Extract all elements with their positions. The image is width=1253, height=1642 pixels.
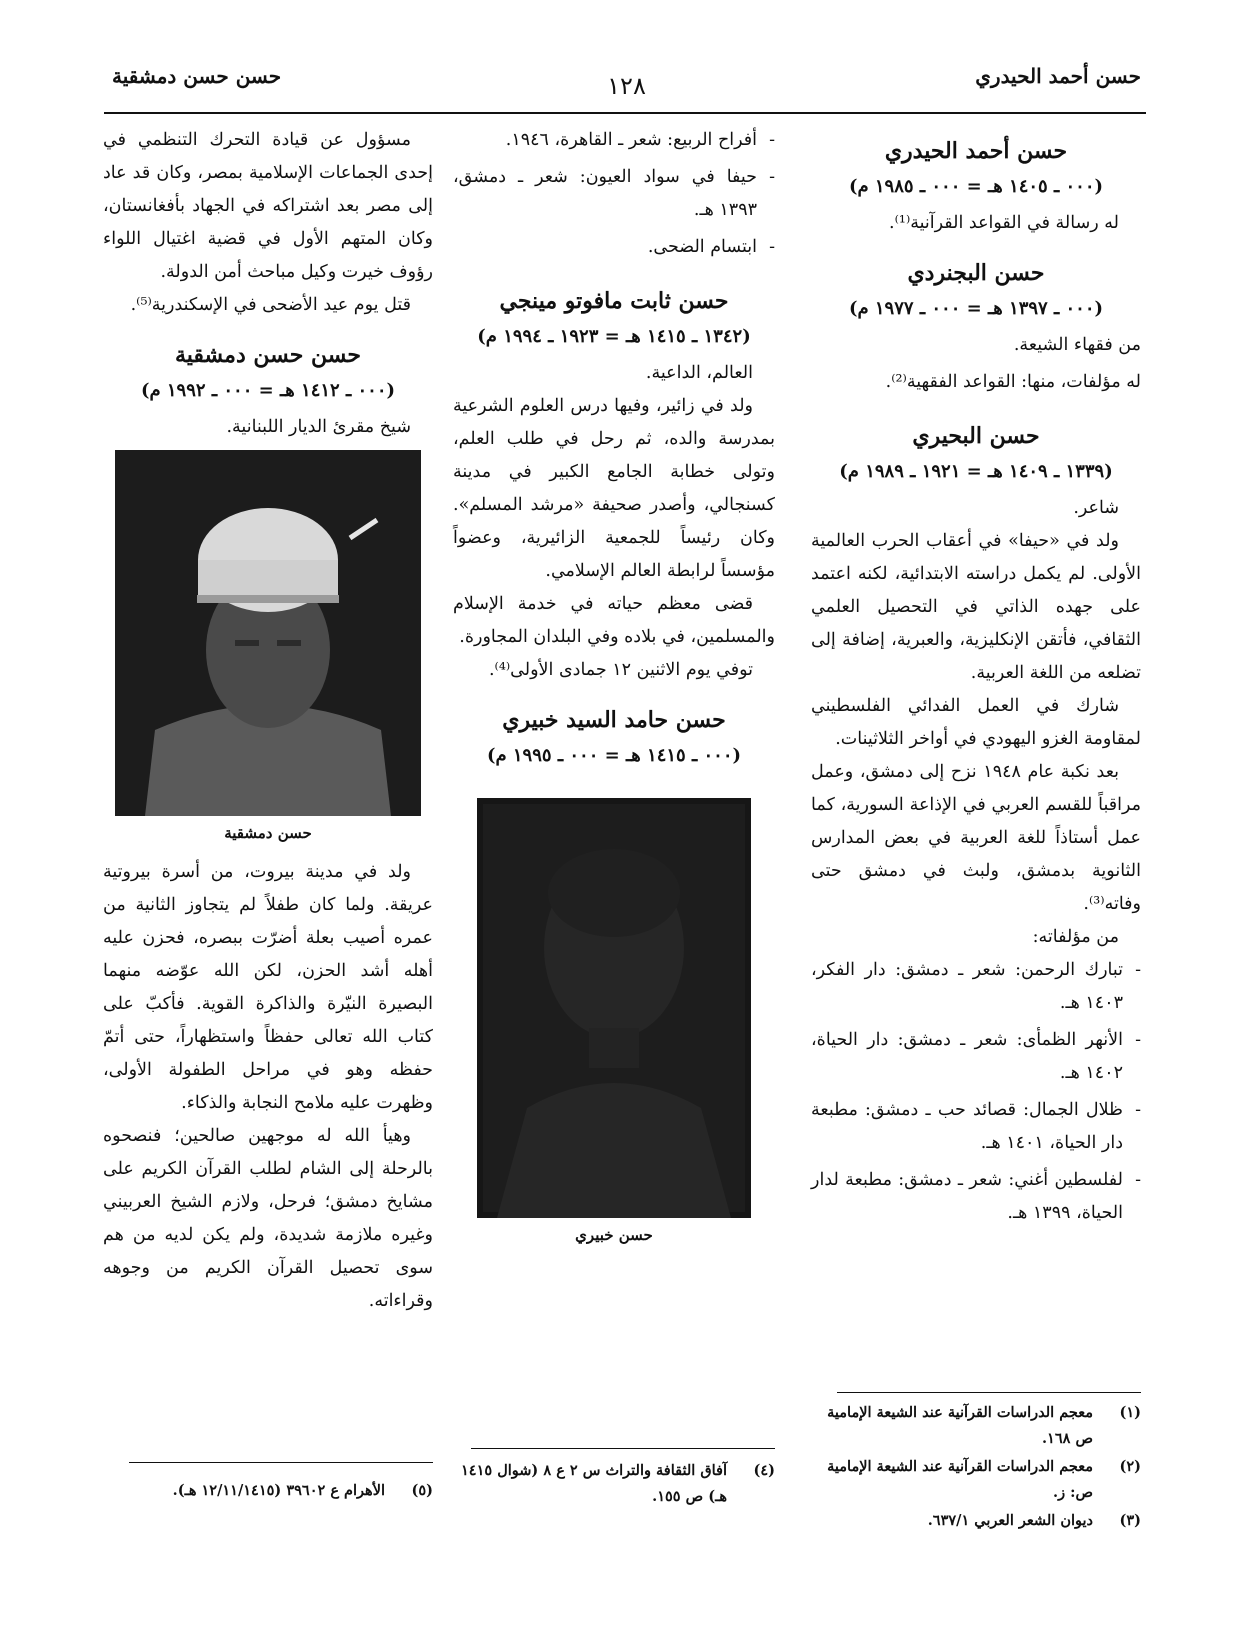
footnote xyxy=(811,1508,1141,1534)
entry-text-bojnordi-1: من فقهاء الشيعة. xyxy=(1013,335,1141,355)
footnote-text: معجم الدراسات القرآنية عند الشيعة الإمامية ص ١٦٨. xyxy=(827,1404,1093,1447)
entry-text-minji-4: توفي يوم الاثنين ١٢ جمادى الأولى⁽⁴⁾. xyxy=(488,660,753,680)
entry-title-khubairi: حسن حامد السيد خبيري xyxy=(502,707,726,733)
middle-column xyxy=(453,124,775,1258)
footnote-rule xyxy=(129,1462,433,1463)
entry-text-buhairi-1: شاعر. xyxy=(1073,498,1119,518)
entry-dates-haidari: (٠٠٠ ـ ١٤٠٥ هـ = ٠٠٠ ـ ١٩٨٥ م) xyxy=(848,176,1104,197)
entry-dates-dimashqiyya: (٠٠٠ ـ ١٤١٢ هـ = ٠٠٠ ـ ١٩٩٢ م) xyxy=(140,380,396,401)
entry-text-haidari: له رسالة في القواعد القرآنية⁽¹⁾. xyxy=(889,213,1119,233)
footnote-rule xyxy=(837,1392,1141,1393)
photo-caption-dimashqiyya: حسن دمشقية xyxy=(224,824,312,842)
entry-text-minji-1: العالم، الداعية. xyxy=(645,363,753,383)
footnote-text: الأهرام ع ٣٩٦٠٢ (١٢/١١/١٤١٥ هـ). xyxy=(172,1482,385,1499)
entry-text-previous-death: قتل يوم عيد الأضحى في الإسكندرية⁽⁵⁾. xyxy=(130,295,411,315)
works-list xyxy=(811,954,1141,1230)
portrait-image xyxy=(115,450,421,816)
work-item: - حيفا في سواد العيون: شعر ـ دمشق، ١٣٩٣ هـ. xyxy=(453,161,775,227)
footnote xyxy=(811,1454,1141,1506)
footnote xyxy=(445,1458,775,1510)
entry-dates-buhairi: (١٣٣٩ ـ ١٤٠٩ هـ = ١٩٢١ ـ ١٩٨٩ م) xyxy=(839,461,1113,482)
entry-title-buhairi: حسن البحيري xyxy=(912,423,1040,449)
header-rule xyxy=(104,112,1146,114)
work-item: - ابتسام الضحى. xyxy=(453,231,775,264)
portrait-photo-khubairi xyxy=(477,798,751,1218)
entry-dates-bojnordi: (٠٠٠ ـ ١٣٩٧ هـ = ٠٠٠ ـ ١٩٧٧ م) xyxy=(848,298,1104,319)
entry-text-previous-continued: مسؤول عن قيادة التحرك التنظمي في إحدى الجماعات الإسلامية بمصر، وكان قد عاد إلى مصر بعد اشتراكه في الجهاد بأفغانستان، وكان المتهم الأول في قضية اغتيال اللواء رؤوف خيرت وكيل مباحث أمن الدولة. xyxy=(103,130,433,282)
entry-text-minji-2: ولد في زائير، وفيها درس العلوم الشرعية بمدرسة والده، ثم رحل في طلب العلم، وتولى خطابة الجامع الكبير في مدينة كسنجالي، وأصدر صحيفة «مرشد المسلم». وكان رئيساً للجمعية الزائيرية، وعضواً مؤسساً لرابطة العالم الإسلامي. xyxy=(453,396,775,581)
footnote-text: معجم الدراسات القرآنية عند الشيعة الإمامية ص: ز. xyxy=(827,1458,1093,1501)
footnote-number: (٤) xyxy=(753,1462,775,1479)
footnote-rule xyxy=(471,1448,775,1449)
works-list-continued xyxy=(453,124,775,264)
work-item: - تبارك الرحمن: شعر ـ دمشق: دار الفكر، ١٤٠٣ هـ. xyxy=(811,954,1141,1020)
footnote xyxy=(103,1478,433,1504)
entry-text-minji-3: قضى معظم حياته في خدمة الإسلام والمسلمين، في بلاده وفي البلدان المجاورة. xyxy=(453,594,775,647)
works-heading: من مؤلفاته: xyxy=(1032,927,1119,947)
entry-text-buhairi-2: ولد في «حيفا» في أعقاب الحرب العالمية الأولى. لم يكمل دراسته الابتدائية، لكنه اعتمد على جهده الذاتي في التحصيل العلمي الثقافي، فأتقن الإنكليزية، والعبرية، إضافة إلى تضلعه من اللغة العربية. xyxy=(811,531,1141,683)
footnotes-middle xyxy=(445,1458,775,1512)
entry-text-dimashqiyya-3: وهيأ الله له موجهين صالحين؛ فنصحوه بالرحلة إلى الشام لطلب القرآن الكريم على مشايخ دمشق؛ فرحل، ولازم الشيخ العربيني وغيره ملازمة شديدة، ولم يكن لديه من هم سوى تحصيل القرآن الكريم من وجوهه وقراءاته. xyxy=(103,1126,433,1311)
footnotes-right xyxy=(811,1400,1141,1536)
page-number: ١٢٨ xyxy=(607,72,646,100)
entry-text-bojnordi-2: له مؤلفات، منها: القواعد الفقهية⁽²⁾. xyxy=(885,372,1141,392)
entry-text-dimashqiyya-1: شيخ مقرئ الديار اللبنانية. xyxy=(226,417,411,437)
left-column xyxy=(103,124,433,1318)
entry-dates-khubairi: (٠٠٠ ـ ١٤١٥ هـ = ٠٠٠ ـ ١٩٩٥ م) xyxy=(486,745,742,766)
entry-title-haidari: حسن أحمد الحيدري xyxy=(884,138,1068,164)
entry-title-dimashqiyya: حسن حسن دمشقية xyxy=(174,342,362,368)
entry-text-buhairi-3: شارك في العمل الفدائي الفلسطيني لمقاومة الغزو اليهودي في أواخر الثلاثينات. xyxy=(811,696,1141,749)
footnote-number: (٥) xyxy=(411,1482,433,1499)
entry-title-minji: حسن ثابت مافوتو مينجي xyxy=(499,288,729,314)
entry-text-buhairi-4: بعد نكبة عام ١٩٤٨ نزح إلى دمشق، وعمل مراقباً للقسم العربي في الإذاعة السورية، كما عمل أستاذاً للغة العربية في بعض المدارس الثانوية بدمشق، ولبث في دمشق حتى وفاته⁽³⁾. xyxy=(811,762,1141,914)
entry-text-dimashqiyya-2: ولد في مدينة بيروت، من أسرة بيروتية عريقة. ولما كان طفلاً لم يتجاوز الثانية من عمره أصيب بعلة أضرّت ببصره، فحزن عليه أهله أشد الحزن، لكن الله عوّضه منهما البصيرة النيّرة والذاكرة القوية. فأكبّ على كتاب الله تعالى حفظاً واستظهاراً، حتى أتمّ حفظه وهو في مراحل الطفولة الأولى، وظهرت عليه ملامح النجابة والذكاء. xyxy=(103,862,433,1113)
footnotes-left xyxy=(103,1478,433,1506)
footnote xyxy=(811,1400,1141,1452)
footnote-number: (١) xyxy=(1119,1404,1141,1421)
entry-title-bojnordi: حسن البجنردي xyxy=(907,260,1045,286)
portrait-photo-dimashqiyya xyxy=(115,450,421,816)
work-item: - أفراح الربيع: شعر ـ القاهرة، ١٩٤٦. xyxy=(453,124,775,157)
entry-dates-minji: (١٣٤٢ ـ ١٤١٥ هـ = ١٩٢٣ ـ ١٩٩٤ م) xyxy=(477,326,751,347)
footnote-text: آفاق الثقافة والتراث س ٢ ع ٨ (شوال ١٤١٥ هـ) ص ١٥٥. xyxy=(461,1462,727,1505)
portrait-image xyxy=(477,798,751,1218)
running-head-left: حسن حسن دمشقية xyxy=(112,64,282,88)
running-head-right: حسن أحمد الحيدري xyxy=(975,64,1141,88)
work-item: - ظلال الجمال: قصائد حب ـ دمشق: مطبعة دار الحياة، ١٤٠١ هـ. xyxy=(811,1094,1141,1160)
footnote-number: (٢) xyxy=(1119,1458,1141,1475)
footnote-text: ديوان الشعر العربي ٦٣٧/١. xyxy=(927,1512,1093,1529)
right-column xyxy=(811,124,1141,1234)
footnote-number: (٣) xyxy=(1119,1512,1141,1529)
work-item: - الأنهر الظمأى: شعر ـ دمشق: دار الحياة، ١٤٠٢ هـ. xyxy=(811,1024,1141,1090)
work-item: - لفلسطين أغني: شعر ـ دمشق: مطبعة لدار الحياة، ١٣٩٩ هـ. xyxy=(811,1164,1141,1230)
photo-caption-khubairi: حسن خبيري xyxy=(575,1226,653,1244)
